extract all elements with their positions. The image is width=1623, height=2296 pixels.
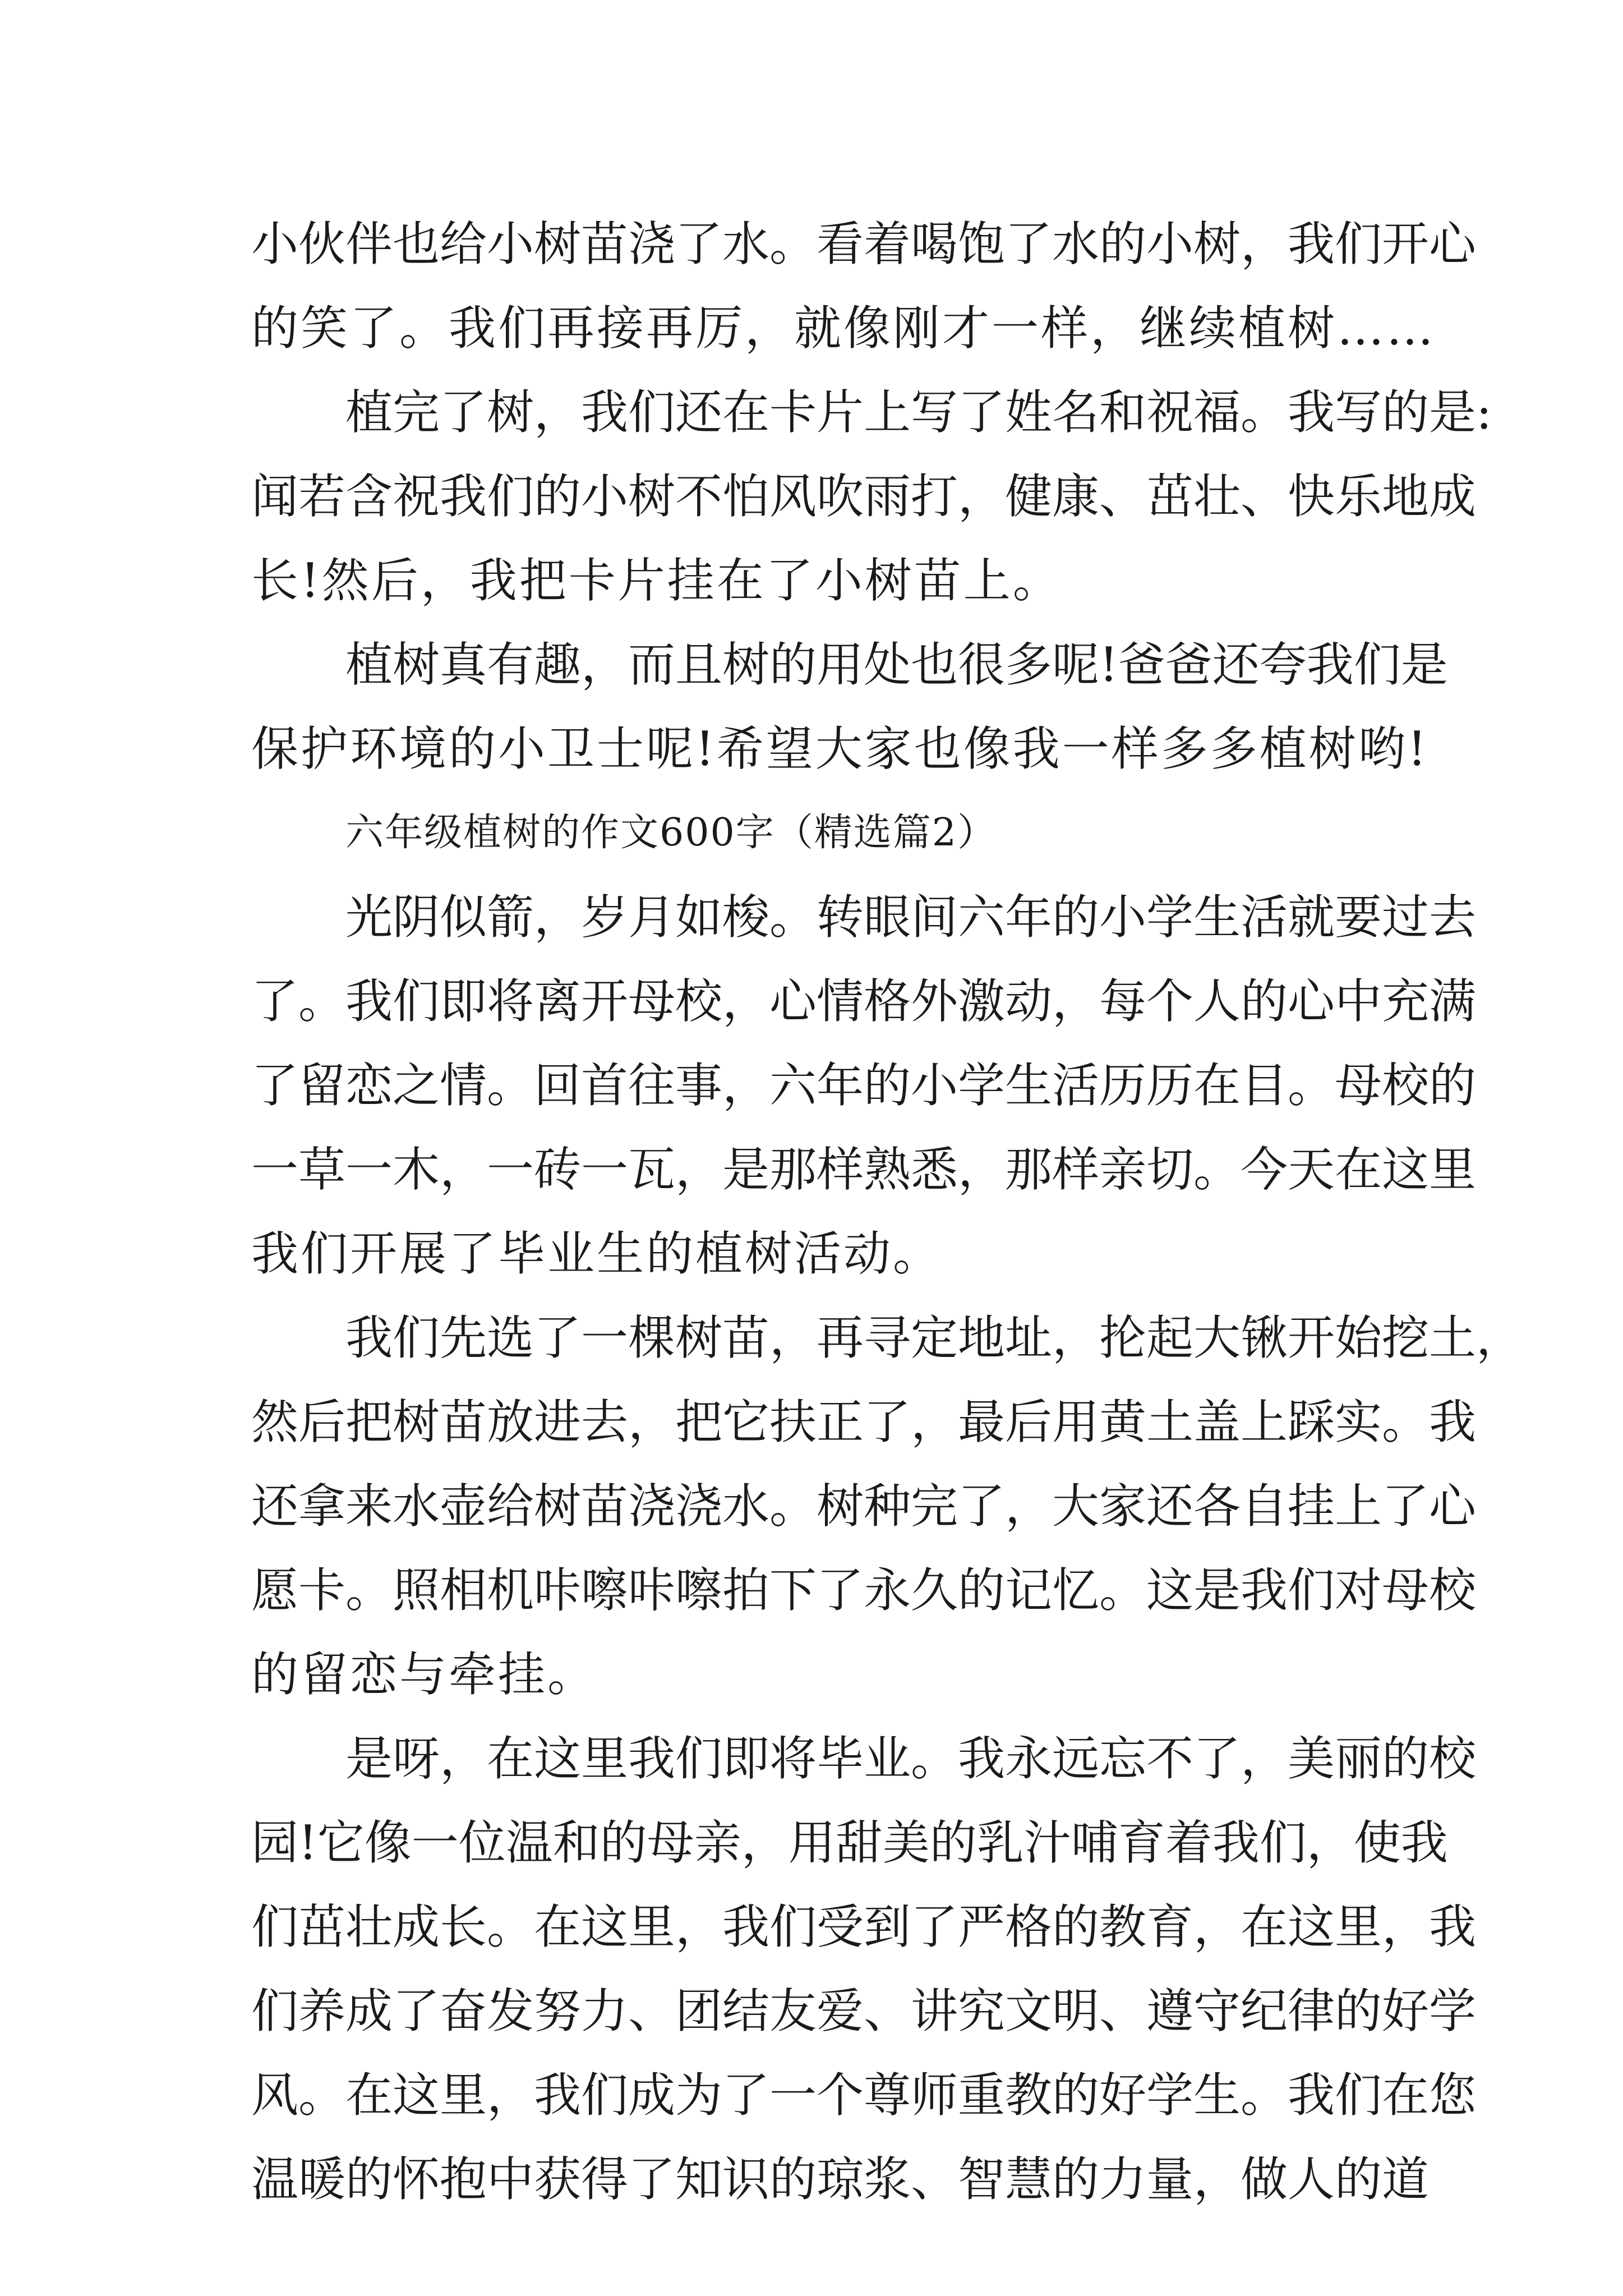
- section-heading: 六年级植树的作文600字（精选篇2）: [345, 811, 997, 855]
- paragraph-line: 我们开展了毕业生的植树活动。: [251, 1226, 943, 1281]
- paragraph-line: 风。在这里，我们成为了一个尊师重教的好学生。我们在您: [251, 2068, 1477, 2123]
- paragraph-line: 的笑了。我们再接再厉，就像刚才一样，继续植树……: [251, 301, 1436, 356]
- paragraph-line: 了。我们即将离开母校，心情格外激动，每个人的心中充满: [251, 974, 1477, 1029]
- paragraph-line: 然后把树苗放进去，把它扶正了，最后用黄土盖上踩实。我: [251, 1395, 1477, 1450]
- paragraph-line: 小伙伴也给小树苗浇了水。看着喝饱了水的小树，我们开心: [251, 217, 1477, 272]
- paragraph-line: 了留恋之情。回首往事，六年的小学生活历历在目。母校的: [251, 1058, 1477, 1113]
- essay-body: [251, 202, 1524, 2221]
- paragraph-line: 保护环境的小卫士呢!希望大家也像我一样多多植树哟!: [251, 721, 1429, 776]
- paragraph-line: 植完了树，我们还在卡片上写了姓名和祝福。我写的是:: [345, 385, 1492, 440]
- paragraph-line: 是呀，在这里我们即将毕业。我永远忘不了，美丽的校: [345, 1731, 1477, 1786]
- paragraph-line: 温暖的怀抱中获得了知识的琼浆、智慧的力量，做人的道: [251, 2152, 1430, 2207]
- paragraph-line: 长!然后，我把卡片挂在了小树苗上。: [251, 553, 1062, 608]
- paragraph-line: 我们先选了一棵树苗，再寻定地址，抡起大锹开始挖土，: [345, 1310, 1524, 1365]
- paragraph-line: 还拿来水壶给树苗浇浇水。树种完了，大家还各自挂上了心: [251, 1479, 1477, 1534]
- paragraph-line: 们茁壮成长。在这里，我们受到了严格的教育，在这里，我: [251, 1899, 1477, 1954]
- paragraph-line: 闻若含祝我们的小树不怕风吹雨打，健康、茁壮、快乐地成: [251, 469, 1477, 524]
- paragraph-line: 们养成了奋发努力、团结友爱、讲究文明、遵守纪律的好学: [251, 1984, 1477, 2039]
- paragraph-line: 园!它像一位温和的母亲，用甜美的乳汁哺育着我们，使我: [251, 1815, 1448, 1870]
- paragraph-line: 光阴似箭，岁月如梭。转眼间六年的小学生活就要过去: [345, 890, 1477, 945]
- paragraph-line: 一草一木，一砖一瓦，是那样熟悉，那样亲切。今天在这里: [251, 1142, 1477, 1197]
- paragraph-line: 的留恋与牵挂。: [251, 1647, 597, 1702]
- paragraph-line: 愿卡。照相机咔嚓咔嚓拍下了永久的记忆。这是我们对母校: [251, 1563, 1477, 1618]
- paragraph-line: 植树真有趣，而且树的用处也很多呢!爸爸还夸我们是: [345, 637, 1448, 692]
